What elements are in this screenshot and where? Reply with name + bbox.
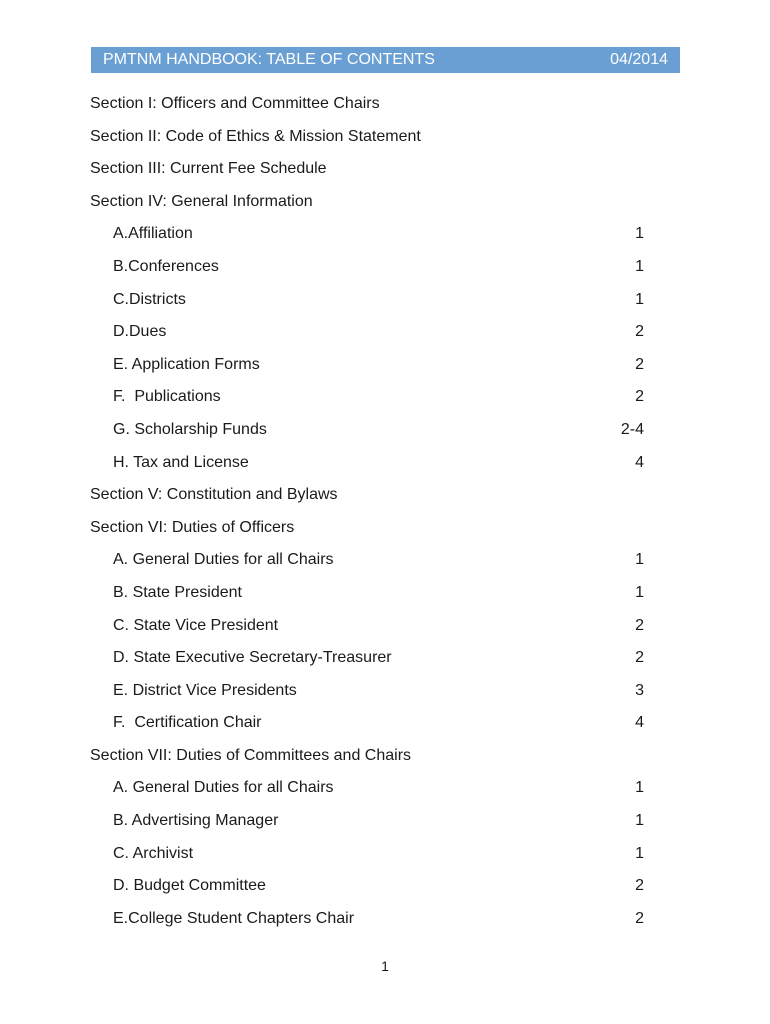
toc-item-label: D. State Executive Secretary-Treasurer bbox=[113, 649, 392, 667]
toc-item bbox=[0, 642, 770, 675]
toc-item-page: 1 bbox=[635, 779, 644, 797]
toc-item bbox=[0, 447, 770, 480]
toc-item-page: 2 bbox=[635, 388, 644, 406]
toc-item bbox=[0, 903, 770, 936]
document-title: PMTNM HANDBOOK: TABLE OF CONTENTS bbox=[103, 51, 435, 68]
toc-section-label: Section VI: Duties of Officers bbox=[90, 518, 295, 536]
toc-section bbox=[0, 740, 770, 773]
toc-item-label: C.Districts bbox=[113, 290, 186, 308]
toc-section bbox=[0, 121, 770, 154]
toc-item bbox=[0, 675, 770, 708]
toc-item bbox=[0, 414, 770, 447]
toc-item-label: C. State Vice President bbox=[113, 616, 279, 634]
toc-section-label: Section V: Constitution and Bylaws bbox=[90, 486, 338, 504]
toc-item bbox=[0, 838, 770, 871]
toc-item-page: 1 bbox=[635, 844, 644, 862]
toc-section-label: Section III: Current Fee Schedule bbox=[90, 160, 327, 178]
toc-item-page: 4 bbox=[635, 714, 644, 732]
toc-item-page: 4 bbox=[635, 453, 644, 471]
toc-item bbox=[0, 284, 770, 317]
toc-item-label: H. Tax and License bbox=[113, 453, 249, 471]
toc-item-label: E.College Student Chapters Chair bbox=[113, 909, 355, 927]
toc-item-label: A. General Duties for all Chairs bbox=[113, 551, 334, 569]
toc-item-label: F. Publications bbox=[113, 388, 221, 406]
toc-item-label: C. Archivist bbox=[113, 844, 194, 862]
toc-item-page: 1 bbox=[635, 290, 644, 308]
toc-section-label: Section IV: General Information bbox=[90, 192, 313, 210]
toc-item bbox=[0, 381, 770, 414]
toc-section-label: Section II: Code of Ethics & Mission Statement bbox=[90, 127, 421, 145]
toc-item-label: A.Affiliation bbox=[113, 225, 193, 243]
toc-item bbox=[0, 577, 770, 610]
toc-section bbox=[0, 153, 770, 186]
toc-item-label: E. Application Forms bbox=[113, 355, 260, 373]
toc-item bbox=[0, 544, 770, 577]
toc-item-label: B. State President bbox=[113, 583, 242, 601]
header-bar bbox=[91, 47, 680, 73]
toc-item-page: 2 bbox=[635, 877, 644, 895]
toc-item bbox=[0, 707, 770, 740]
toc-item bbox=[0, 251, 770, 284]
toc-item-page: 1 bbox=[635, 225, 644, 243]
page-number: 1 bbox=[381, 958, 389, 974]
toc-item-label: D. Budget Committee bbox=[113, 877, 266, 895]
toc-item-page: 3 bbox=[635, 681, 644, 699]
toc-section-label: Section I: Officers and Committee Chairs bbox=[90, 95, 380, 112]
toc-section bbox=[0, 512, 770, 545]
toc-item bbox=[0, 218, 770, 251]
toc-item-page: 2 bbox=[635, 355, 644, 373]
toc-item bbox=[0, 870, 770, 903]
toc-section-label: Section VII: Duties of Committees and Chairs bbox=[90, 746, 412, 764]
toc-item-label: A. General Duties for all Chairs bbox=[113, 779, 334, 797]
toc-section bbox=[0, 479, 770, 512]
toc-item-page: 1 bbox=[635, 551, 644, 569]
toc-item-page: 2-4 bbox=[620, 420, 644, 438]
toc-item-label: D.Dues bbox=[113, 323, 167, 341]
toc-item-label: G. Scholarship Funds bbox=[113, 420, 267, 438]
toc-item bbox=[0, 316, 770, 349]
toc-item bbox=[0, 610, 770, 643]
toc-item-page: 1 bbox=[635, 257, 644, 275]
toc-item bbox=[0, 772, 770, 805]
toc-item-page: 2 bbox=[635, 616, 644, 634]
document-date: 04/2014 bbox=[610, 51, 668, 68]
toc-item-page: 2 bbox=[635, 909, 644, 927]
toc-item-label: F. Certification Chair bbox=[113, 714, 262, 732]
toc-item bbox=[0, 349, 770, 382]
toc-item-page: 1 bbox=[635, 812, 644, 830]
toc-item-page: 2 bbox=[635, 649, 644, 667]
toc-item bbox=[0, 805, 770, 838]
table-of-contents bbox=[0, 88, 770, 935]
toc-item-page: 2 bbox=[635, 323, 644, 341]
toc-item-label: B. Advertising Manager bbox=[113, 812, 279, 830]
toc-item-label: B.Conferences bbox=[113, 257, 219, 275]
toc-item-page: 1 bbox=[635, 583, 644, 601]
toc-section bbox=[0, 88, 770, 121]
toc-item-label: E. District Vice Presidents bbox=[113, 681, 297, 699]
toc-section bbox=[0, 186, 770, 219]
